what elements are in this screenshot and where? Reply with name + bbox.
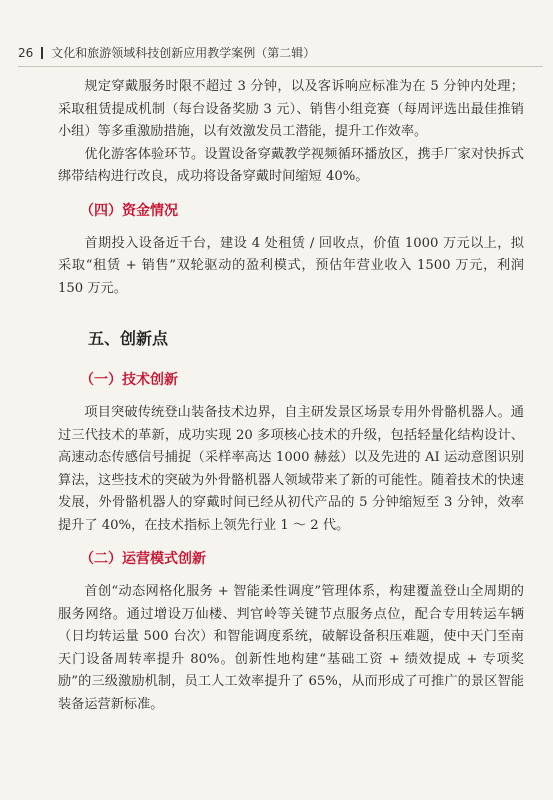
heading-tech-innovation: （一）技术创新 xyxy=(80,372,178,388)
running-header xyxy=(18,44,315,61)
paragraph-funding: 首期投入设备近千台，建设 4 处租赁 / 回收点，价值 1000 万元以上，拟采取“租赁 + 销售”双轮驱动的盈利模式，预估年营业收入 1500 万元，利润 150 万元。 xyxy=(58,235,524,296)
heading-funding: （四）资金情况 xyxy=(80,202,178,219)
header-divider-bar xyxy=(41,47,43,59)
header-rule xyxy=(18,66,543,67)
paragraph-staff-incentives: 规定穿戴服务时限不超过 3 分钟，以及客诉响应标准为在 5 分钟内处理；采取租赁提成机制（每台设备奖励 3 元）、销售小组竞赛（每周评选出最佳推销小组）等多重激励措施，以有效激发员工潜能，提升工作效率。 xyxy=(58,79,524,139)
paragraph-ops-innovation: 首创“动态网格化服务 + 智能柔性调度”管理体系，构建覆盖登山全周期的服务网络。通过增设万仙楼、判官岭等关键节点服务点位，配合专用转运车辆（日均转运量 500 台次）和智能调度系统，破解设备积压难题，使中天门至南天门设备周转率提升 80%。创新性地构建“基础工资 + 绩效提成 + 专项奖励”的三级激励机制，员工人工效率提升了 65%，从而形成了可推广的景区智能装备运营新标准。 xyxy=(58,584,524,712)
page-number: 26 xyxy=(18,45,34,60)
paragraph-visitor-experience: 优化游客体验环节。设置设备穿戴教学视频循环播放区，携手厂家对快拆式绑带结构进行改良，成功将设备穿戴时间缩短 40%。 xyxy=(58,146,524,184)
book-title: 文化和旅游领域科技创新应用教学案例（第二辑） xyxy=(51,46,316,60)
heading-innovation: 五、创新点 xyxy=(88,329,169,348)
paragraph-tech-innovation: 项目突破传统登山装备技术边界，自主研发景区场景专用外骨骼机器人。通过三代技术的革新，成功实现 20 多项核心技术的升级，包括轻量化结构设计、高速动态传感信号捕捉（采样率高达 1000 赫兹）以及先进的 AI 运动意图识别算法，这些技术的突破为外骨骼机器人领域带来了新的可能性。随着技术的快速发展，外骨骼机器人的穿戴时间已经从初代产品的 5 分钟缩短至 3 分钟，效率提升了 40%，在技术指标上领先行业 1 ～ 2 代。 xyxy=(58,405,524,533)
heading-ops-innovation: （二）运营模式创新 xyxy=(80,551,206,567)
page-content xyxy=(58,76,524,716)
